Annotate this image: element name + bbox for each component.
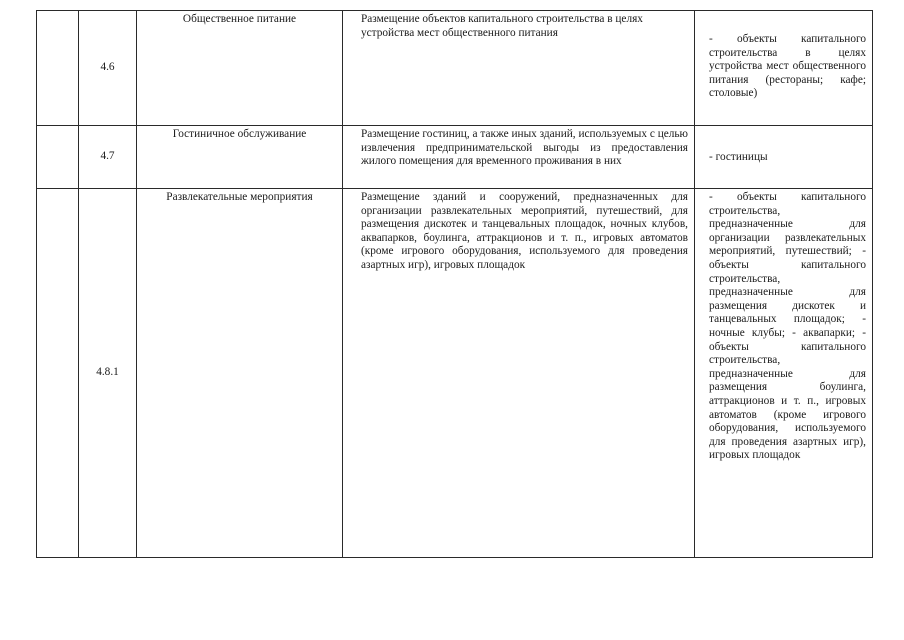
row-objects: - гостиницы	[695, 126, 873, 189]
row-objects: - объекты капитального строительства, предназначенные для организации развлекательных мероприятий, путешествий; - объекты капитального строительства, предназначенные для размещения дискотек и танцевальных площадок; - ночные клубы; - аквапарки; - объекты капитального строительства, предназначенные для размещения боулинга, аттракционов и т. п., игровых автоматов (кроме игрового оборудования, используемого для проведения азартных игр), игровых площадок	[695, 189, 873, 558]
row-code: 4.7	[79, 126, 137, 189]
table-row	[37, 126, 873, 189]
row-name: Развлекательные мероприятия	[137, 189, 343, 558]
row-name: Общественное питание	[137, 11, 343, 126]
row-description: Размещение гостиниц, а также иных зданий, используемых с целью извлечения предпринимательской выгоды из предоставления жилого помещения для временного проживания в них	[343, 126, 695, 189]
table-row	[37, 11, 873, 126]
row-name: Гостиничное обслуживание	[137, 126, 343, 189]
table-row	[37, 189, 873, 558]
row-description: Размещение зданий и сооружений, предназначенных для организации развлекательных мероприятий, путешествий, для размещения дискотек и танцевальных площадок, ночных клубов, аквапарков, боулинга, аттракционов и т. п., игровых автоматов (кроме игрового оборудования, используемого для проведения азартных игр), игровых площадок	[343, 189, 695, 558]
row-description: Размещение объектов капитального строительства в целях устройства мест общественного питания	[343, 11, 695, 126]
blank-cell	[37, 126, 79, 189]
land-use-table	[36, 10, 873, 558]
blank-cell	[37, 189, 79, 558]
blank-cell	[37, 11, 79, 126]
row-code: 4.6	[79, 11, 137, 126]
row-objects: - объекты капитального строительства в целях устройства мест общественного питания (рестораны; кафе; столовые)	[695, 11, 873, 126]
row-code: 4.8.1	[79, 189, 137, 558]
